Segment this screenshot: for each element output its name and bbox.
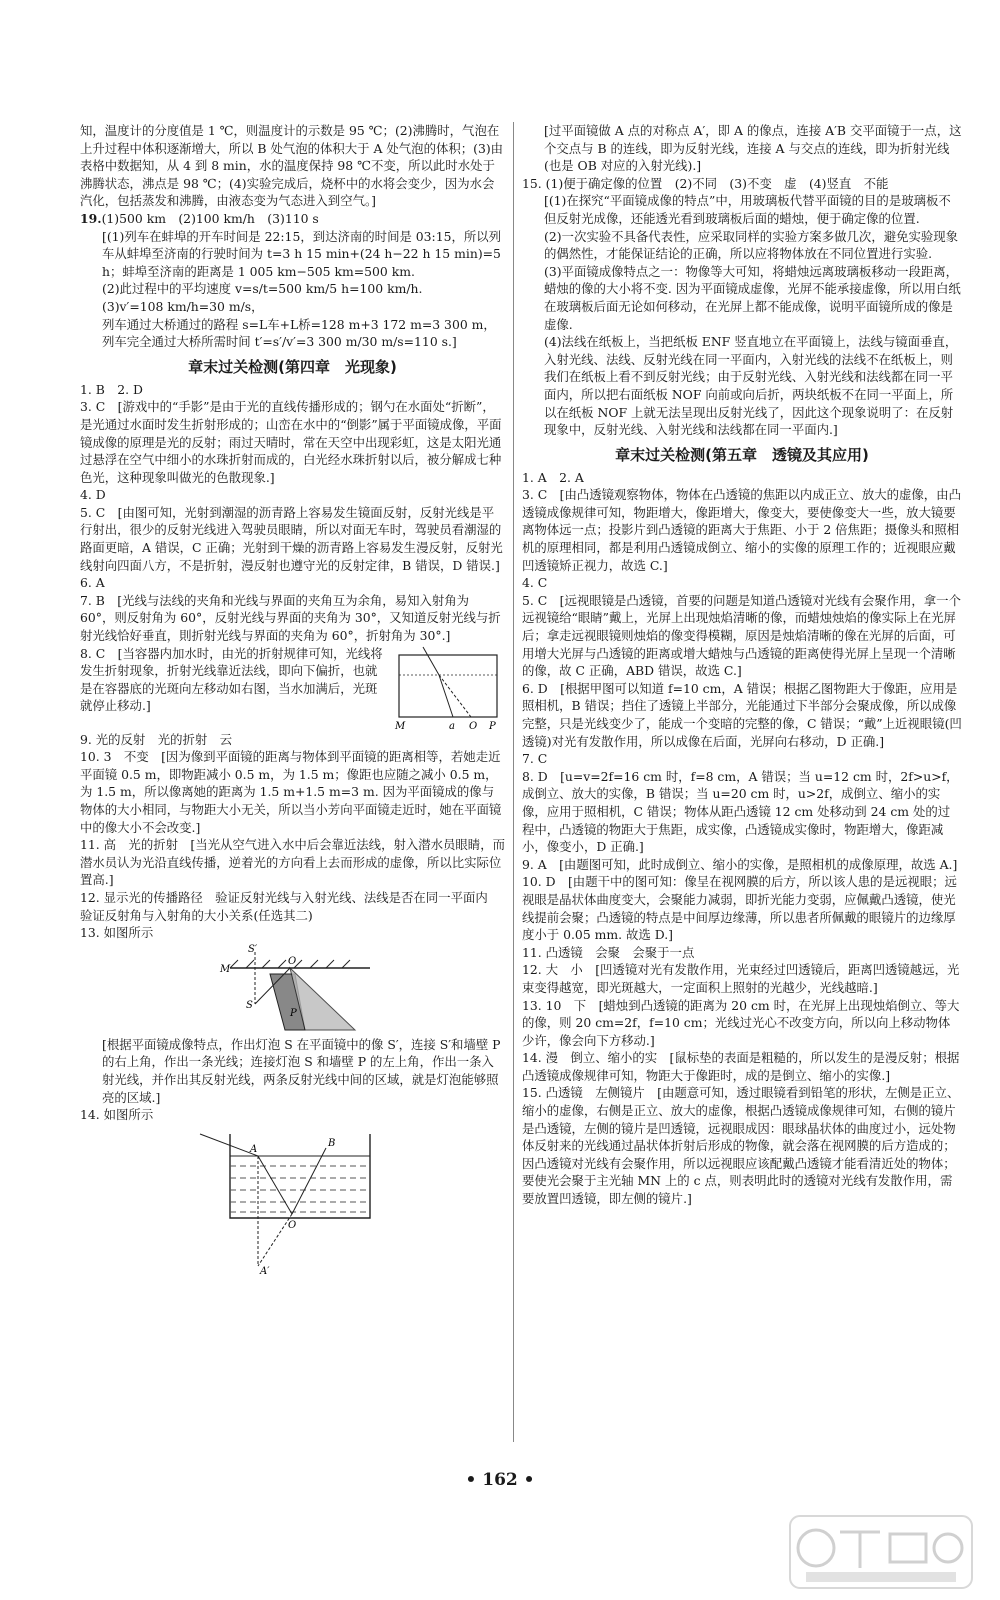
q19-step-2: (2)此过程中的平均速度 v=s/t=500 km/5 h=100 km/h. [102, 281, 423, 297]
ch4-answer-14: 14. 如图所示 [80, 1107, 154, 1123]
fig8-label-P: P [489, 720, 496, 731]
ch5-answer-10: 10. D [由题干中的图可知：像呈在视网膜的后方，所以该人患的是远视眼；远视眼是晶状体曲度变大，会聚能力减弱，即折光能力变弱，应佩戴凸透镜，使光线提前会聚；凸透镜的特点是中间厚边缘薄，所以患者所佩戴的眼镜片的边缘厚度小于 0.05 mm. 故选 D.] [522, 874, 957, 943]
left-column [80, 122, 505, 1278]
ch4-answer-5: 5. C [由图可知，光射到潮湿的沥青路上容易发生镜面反射，反射光线是平行射出，很少的反射光线进入驾驶员眼睛，所以对面无车时，驾驶员看潮湿的路面更暗，A 错误，C 正确；光射到干燥的沥青路上容易发生漫反射，反射光线射向四面八方，不是折射，漫反射也遵守光的反射定律，B 错误，D 错误.] [80, 504, 503, 573]
right-column [522, 122, 962, 1208]
ch4-answer-7: 7. B [光线与法线的夹角和光线与界面的夹角互为余角，易知入射角为 60°，则反射角为 60°，反射光线与界面的夹角为 30°，又知道反射光线与折射光线恰好垂直，則折射光线与界面的夹角为 60°，折射角为 30°.] [80, 592, 501, 644]
ch4-answer-13-explanation: [根据平面镜成像特点，作出灯泡 S 在平面镜中的像 S′，连接 S′和墙壁 P 的右上角，作出一条光线；连接灯泡 S 和墙壁 P 的左上角，作出一条入射光线，并作出其反射光线，两条反射光线中间的区域，就是灯泡能够照亮的区域.] [102, 1036, 501, 1105]
ch5-answer-15: 15. 凸透镜 左侧镜片 [由题意可知，透过眼镜看到铅笔的形状，左侧是正立、缩小的虚像，右侧是正立、放大的虚像，根据凸透镜成像规律可知，右侧的镜片是凸透镜，左侧的镜片是凹透镜，远视眼成因：眼球晶状体的曲度过小，远处物体反射来的光线通过晶状体折射后形成的物像，就会落在视网膜的后方造成的；因凸透镜对光线有会聚作用，所以远视眼应该配戴凸透镜才能看清近处的物体；要使光会聚于主光轴 MN 上的 c 点，则表明此时的透镜对光线有发散作用，需要放置凹透镜，即左侧的镜片.] [522, 1085, 960, 1207]
ch4-answer-15-part-1: [(1)在探究“平面镜成像的特点”中，用玻璃板代替平面镜的目的是玻璃板不但反射光成像，还能透光看到玻璃板后面的蜡烛，便于确定像的位置. [544, 193, 951, 226]
fig14-label-A-prime: A′ [260, 1265, 270, 1276]
ch5-answer-5: 5. C [远视眼镜是凸透镜，首要的问题是知道凸透镜对光线有会聚作用，拿一个远视镜给“眼睛”戴上，光屏上出现烛焰清晰的像，而蜡烛烛焰的像实际上在光屏后；拿走远视眼镜则烛焰的像变得模糊，原因是烛焰清晰的像在光屏的后面，可用增大光屏与凸透镜的距离或增大蜡烛与凸透镜的距离使得光屏上呈现一个清晰的像，故 C 正确，ABD 错误，故选 C.] [522, 592, 961, 679]
ch5-answer-7: 7. C [522, 751, 548, 767]
ch4-answer-8-block [80, 645, 505, 731]
q19-step-1: [(1)列车在蚌埠的开车时间是 22:15，到达济南的时间是 03:15，所以列车从蚌埠至济南的行驶时间为 t=3 h 15 min+(24 h−22 h 15 min)=5 h；蚌埠至济南的距离是 1 005 km−505 km=500 km. [102, 228, 502, 279]
fig8-label-a: a [449, 720, 455, 731]
refraction-container-figure [393, 645, 505, 731]
ch4-answer-13: 13. 如图所示 [80, 925, 154, 941]
ch4-answer-6: 6. A [80, 575, 105, 591]
ch5-answer-8: 8. D [u=v=2f=16 cm 时，f=8 cm，A 错误；当 u=12 cm 时，2f>u>f，成倒立、放大的实像，B 错误；当 u=20 cm 时，u>2f，成倒立、缩小的实像，应用于照相机，C 错误；物体从距凸透镜 12 cm 处移动到 24 cm 处的过程中，凸透镜的物距大于焦距，成实像，凸透镜成实像时，物距增大，像距减小，像变小，D 正确.] [522, 768, 959, 855]
column-divider [513, 122, 514, 1442]
ch5-answer-12: 12. 大 小 [凹透镜对光有发散作用，光束经过凹透镜后，距离凹透镜越远，光束变得越宽，即光斑越大，一定面积上照射的光越少，光线越暗.] [522, 962, 960, 995]
fig13-label-O: O [288, 955, 297, 967]
fig14-label-A: A [250, 1143, 258, 1155]
fig14-label-O: O [288, 1219, 297, 1231]
ch4-answer-15-part-2: (2)一次实验不具备代表性，应采取同样的实验方案多做几次，避免实验现象的偶然性，才能保证结论的正确，所以应将物体放在不同位置进行实验. [544, 228, 959, 262]
ch4-answer-10: 10. 3 不变 [因为像到平面镜的距离与物体到平面镜的距离相等，若她走近平面镜 0.5 m，即物距减小 0.5 m，为 1.5 m；像距也应随之减小 0.5 m，为 1.5 m，所以像离她的距离为 1.5 m+1.5 m=3 m. 因为平面镜成的像与物体的大小相同，与物距大小无关，所以当小芳向平面镜走近时，她在平面镜中的像大小不会改变.] [80, 749, 502, 835]
ch4-answer-15: 15. (1)便于确定像的位置 (2)不同 (3)不变 虚 (4)竖直 不能 [522, 175, 889, 191]
chapter5-heading: 章末过关检测(第五章 透镜及其应用) [615, 445, 869, 464]
page-number: • 162 • [465, 1470, 535, 1490]
q19-number: 19. [80, 210, 102, 226]
fig8-label-M: M [395, 720, 406, 731]
chapter4-heading: 章末过关检测(第四章 光现象) [188, 357, 397, 376]
q19-answers: (1)500 km (2)100 km/h (3)110 s [101, 210, 319, 226]
ch4-answer-15-part-3: (3)平面镜成像特点之一：物像等大可知，将蜡烛远离玻璃板移动一段距离，蜡烛的像的大小将不变. 因为平面镜成虚像，光屏不能承接虚像，所以用白纸在玻璃板后面无论如何移动，在光屏上都不能成像，说明平面镜所成的像是虚像. [544, 263, 961, 332]
q19-step-4: 列车通过大桥通过的路程 s=L车+L桥=128 m+3 172 m=3 300 m， [102, 316, 496, 332]
ch5-answer-4: 4. C [522, 575, 548, 591]
ch5-answer-3: 3. C [由凸透镜观察物体，物体在凸透镜的焦距以内成正立、放大的虚像，由凸透镜成像规律可知，物距增大，像距增大，像变大，要使像变大一些，放大镜要离物体远一点；投影片到凸透镜的距离大于焦距、小于 2 倍焦距；摄像头和照相机的原理相同，都是利用凸透镜成倒立、缩小的实像的原理工作的；近视眼应戴凹透镜矫正视力，故选 C.] [522, 487, 961, 573]
q19-step-3: (3)v′=108 km/h=30 m/s， [102, 298, 264, 314]
mirror-light-region-figure [80, 944, 505, 1034]
fig8-label-O: O [469, 720, 478, 731]
answer-18-continued: 知，温度计的分度值是 1 ℃，则温度计的示数是 95 ℃；(2)沸腾时，气泡在上升过程中体积逐渐增大，所以 B 处气泡的体积大于 A 处气泡的体积；(3)由表格中数据知，从 4 到 8 min，水的温度保持 98 ℃不变，所以此时水处于沸腾状态，沸点是 98 ℃；(4)实验完成后，烧杯中的水将会变少，因为水会汽化，包括蒸发和沸腾，由液态变为气态进入到空气。] [80, 123, 504, 209]
ch5-answer-6: 6. D [根据甲图可以知道 f=10 cm，A 错误；根据乙图物距大于像距，应用是照相机，B 错误；挡住了透镜上半部分，光能通过下半部分会聚成像，所以成像完整，只是光线变少了，能成一个变暗的完整的像，C 错误；“戴”上近视眼镜(凹透镜)对光有发散作用，所以成像在后面，光屏向右移动，D 正确.] [522, 680, 962, 749]
fig14-label-B: B [328, 1137, 336, 1149]
ch4-answer-4: 4. D [80, 487, 106, 503]
ch5-answer-1-2: 1. A 2. A [522, 469, 584, 485]
ch4-answer-15-part-4: (4)法线在纸板上，当把纸板 ENF 竖直地立在平面镜上，法线与镜面垂直，入射光线、法线、反射光线在同一平面内，入射光线的法线不在纸板上，则我们在纸板上看不到反射光线；由于反射光线、入射光线和法线都在同一平面内，所以把右面纸板 NOF 向前或向后折，两块纸板不在同一平面上，所以在纸板 NOF 上就无法呈现出反射光线了，因此这个现象说明了：在反射现象中，反射光线、入射光线和法线都在同一平面内.] [544, 334, 958, 438]
ch4-answer-9: 9. 光的反射 光的折射 云 [80, 731, 233, 747]
q19-step-5: 列车完全通过大桥所需时间 t′=s′/v′=3 300 m/30 m/s=110 s.] [102, 334, 457, 350]
ch4-answer-8: 8. C [当容器内加水时，由光的折射规律可知，光线将发生折射现象，折射光线靠近法线，即向下偏折，也就是在容器底的光斑向左移动如右图，当水加满后，光斑就停止移动.] [80, 645, 383, 714]
ch4-answer-1-2: 1. B 2. D [80, 381, 143, 397]
ch4-answer-14-explanation: [过平面镜做 A 点的对称点 A′，即 A 的像点，连接 A′B 交平面镜于一点，这个交点与 B 的连线，即为反射光线，连接 A 与交点的连线，即为折射光线(也是 OB 对应的入射光线).] [544, 123, 962, 174]
ch4-answer-3: 3. C [游戏中的“手影”是由于光的直线传播形成的；钢勺在水面处“折断”，是光通过水面时发生折射形成的；山峦在水中的“倒影”属于平面镜成像，平面镜成像的原理是光的反射；雨过天晴时，常在天空中出现彩虹，这是太阳光通过悬浮在空气中细小的水珠折射而成的，白光经水珠折射以后，被分解成七种色光，这种现象叫做光的色散现象.] [80, 399, 502, 485]
ch4-answer-11: 11. 高 光的折射 [当光从空气进入水中后会靠近法线，射入潜水员眼睛，而潜水员认为光沿直线传播，逆着光的方向看上去而形成的虚像，所以比实际位置高.] [80, 837, 505, 888]
fig13-label-P: P [290, 1007, 297, 1019]
ch5-answer-14: 14. 漫 倒立、缩小的实 [鼠标垫的表面是粗糙的，所以发生的是漫反射；根据凸透镜成像规律可知，物距大于像距时，成的是倒立、缩小的实像.] [522, 1050, 960, 1083]
ch4-answer-12: 12. 显示光的传播路径 验证反射光线与入射光线、法线是否在同一平面内 验证反射角与入射角的大小关系(任选其二) [80, 889, 501, 923]
answer-19 [80, 210, 505, 228]
watermark-logo [786, 1512, 976, 1592]
ch5-answer-11: 11. 凸透镜 会聚 会聚于一点 [522, 944, 695, 960]
fig13-label-S-prime: S′ [248, 943, 258, 955]
ch5-answer-9: 9. A [由题图可知，此时成倒立、缩小的实像，是照相机的成像原理，故选 A.] [522, 856, 958, 872]
fig13-label-M: M [220, 963, 231, 975]
fig13-label-S: S [246, 999, 253, 1011]
water-tank-refraction-figure [80, 1126, 505, 1276]
ch5-answer-13: 13. 10 下 [蜡烛到凸透镜的距离为 20 cm 时，在光屏上出现烛焰倒立、等大的像，则 20 cm=2f，f=10 cm；光线过光心不改变方向，所以向上移动物体少许，像会向下方移动.] [522, 997, 960, 1048]
